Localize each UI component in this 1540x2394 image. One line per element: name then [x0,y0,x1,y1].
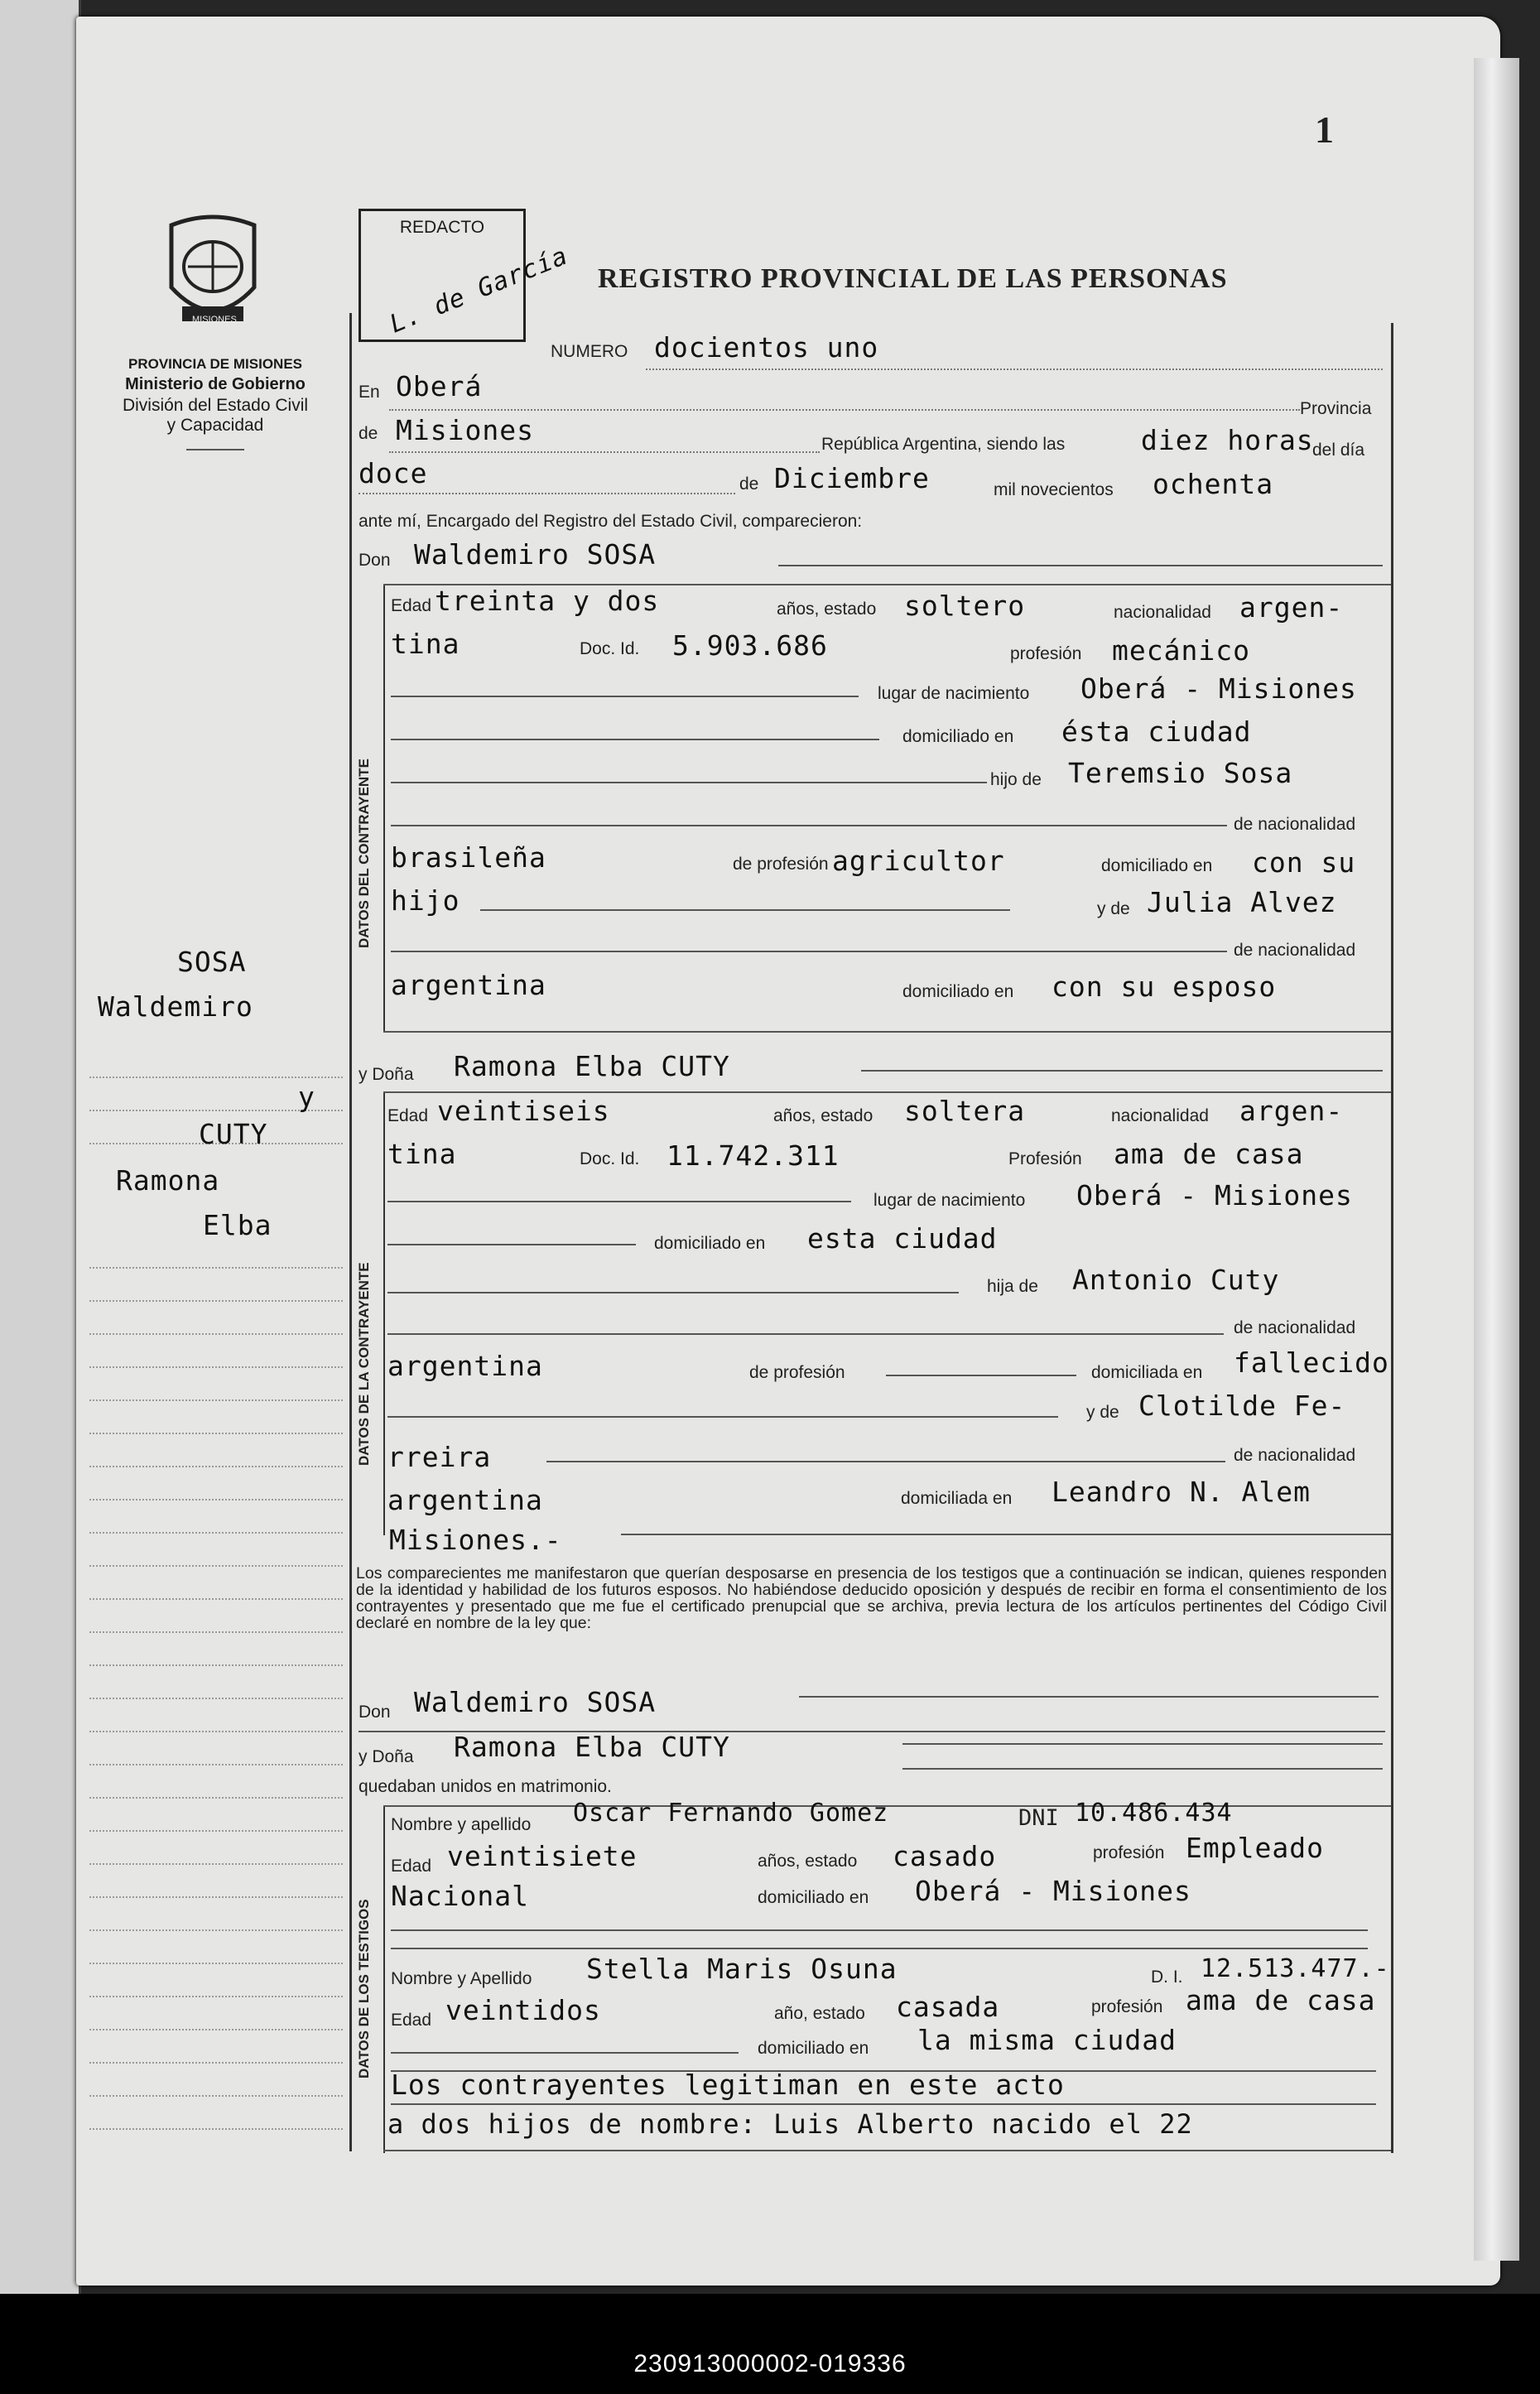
bride-mother-domicile-2: Misiones.- [389,1524,562,1556]
left-frame-line [349,313,352,2151]
bride-mother-nationality: argentina [387,1484,543,1516]
witness2-profession: ama de casa [1186,1984,1376,2016]
label-profesion-3: profesión [1093,1843,1165,1862]
right-frame-line [1391,323,1393,2153]
label-quedaban: quedaban unidos en matrimonio. [359,1777,612,1796]
label-hija-de: hija de [987,1277,1038,1296]
groom-doc-id: 5.903.686 [672,629,828,662]
label-domiciliado-6: domiciliado en [758,2039,869,2058]
issuer-province: PROVINCIA DE MISIONES [128,356,302,372]
seal-text: MISIONES [192,315,237,325]
label-nacionalidad: nacionalidad [1114,603,1211,622]
groom-box-line [383,584,385,1031]
label-de-nacionalidad: de nacionalidad [1234,815,1356,834]
footer-code: 230913000002-019336 [633,2350,907,2377]
bride-father-domicile: fallecido [1234,1346,1389,1379]
groom-father-domicile-1: con su [1252,846,1356,879]
label-ante: ante mí, Encargado del Registro del Estado Civil, comparecieron: [359,512,863,531]
bride-mother-2: rreira [387,1441,492,1473]
groom-mother-domicile: con su esposo [1052,971,1277,1003]
record-month: Diciembre [774,462,930,494]
label-de-2: de [739,474,759,494]
groom-domicile: ésta ciudad [1061,715,1252,748]
bride-name: Ramona Elba CUTY [454,1050,730,1082]
label-edad: Edad [391,596,432,615]
groom-age: treinta y dos [435,585,660,617]
label-lugar-2: lugar de nacimiento [873,1191,1026,1210]
label-domiciliado-4: domiciliado en [654,1234,766,1253]
label-provincia: Provincia [1300,399,1372,418]
witness2-domicile: la misma ciudad [917,2024,1177,2056]
label-de-profesion-2: de profesión [749,1363,845,1382]
label-domiciliado-5: domiciliado en [758,1888,869,1907]
label-edad-2: Edad [387,1106,429,1125]
issuer-capacity: y Capacidad [166,416,264,435]
margin-note-y: y [298,1081,315,1113]
label-dni: DNI [1018,1805,1059,1831]
label-de: de [359,424,378,443]
label-edad-3: Edad [391,1857,432,1876]
groom-name: Waldemiro SOSA [414,538,657,571]
label-en: En [359,383,380,402]
label-domiciliada-2: domiciliada en [901,1489,1013,1508]
witness1-civil-status: casado [893,1840,997,1872]
side-label-contrayenta: DATOS DE LA CONTRAYENTE [356,1262,372,1466]
page-edge-shadow [1474,58,1519,2261]
bride-box-line [383,1091,385,1535]
witness1-profession-2: Nacional [391,1880,529,1912]
witness1-profession: Empleado [1186,1832,1324,1864]
bride-doc-id: 11.742.311 [667,1139,840,1172]
declaration-groom: Waldemiro SOSA [414,1686,657,1718]
label-republica: República Argentina, siendo las [821,435,1066,454]
groom-father: Teremsio Sosa [1068,757,1293,789]
label-edad-4: Edad [391,2011,432,2030]
witness1-domicile: Oberá - Misiones [915,1875,1191,1907]
label-nombre-apellido-2: Nombre y Apellido [391,1969,532,1988]
bride-nationality-1: argen- [1239,1095,1344,1127]
witness1-dni: 10.486.434 [1075,1799,1233,1828]
label-numero: NUMERO [551,342,628,361]
bride-civil-status: soltera [904,1095,1026,1127]
label-lugar: lugar de nacimiento [878,684,1030,703]
note-line-1: Los contrayentes legitiman en este acto [391,2069,1065,2101]
stamp-label: REDACTO [399,218,485,237]
previous-page-edge [0,0,81,2294]
groom-nationality-1: argen- [1239,591,1344,624]
label-doc-id: Doc. Id. [580,639,640,658]
bride-birthplace: Oberá - Misiones [1076,1179,1353,1211]
label-don: Don [359,551,391,570]
record-hour: diez horas [1141,424,1314,456]
witness-box-line [383,1805,385,2153]
groom-profession: mecánico [1112,634,1250,667]
note-line-2: a dos hijos de nombre: Luis Alberto nacido el 22 [387,2108,1193,2140]
issuer-divider [186,449,244,450]
margin-note-sosa: SOSA [177,946,247,978]
label-domiciliada: domiciliada en [1091,1363,1203,1382]
record-city: Oberá [396,370,483,402]
witness2-civil-status: casada [896,1991,1000,2023]
label-de-profesion: de profesión [733,855,829,874]
groom-mother: Julia Alvez [1147,886,1337,918]
label-y-de-2: y de [1086,1403,1119,1422]
bride-mother-1: Clotilde Fe- [1138,1390,1346,1422]
issuer-division: División del Estado Civil [122,396,309,415]
bride-father-nationality: argentina [387,1350,543,1382]
label-y-dona-2: y Doña [359,1747,414,1766]
bride-mother-domicile-1: Leandro N. Alem [1052,1476,1311,1508]
label-mil: mil novecientos [994,480,1114,499]
label-doc-id-2: Doc. Id. [580,1149,640,1168]
label-de-nacionalidad-2: de nacionalidad [1234,941,1356,960]
issuer-ministry: Ministerio de Gobierno [125,375,306,393]
record-numero: docientos uno [654,331,879,364]
side-label-contrayente: DATOS DEL CONTRAYENTE [356,759,372,948]
label-y-de: y de [1097,899,1130,918]
witness2-di: 12.513.477.- [1201,1954,1390,1983]
bride-father: Antonio Cuty [1072,1264,1280,1296]
label-nacionalidad-2: nacionalidad [1111,1106,1209,1125]
label-nombre-apellido: Nombre y apellido [391,1815,532,1834]
groom-nationality-2: tina [391,628,460,660]
label-anos-estado-3: años, estado [758,1852,858,1871]
label-anos-estado: años, estado [777,600,877,619]
declaration-bride: Ramona Elba CUTY [454,1731,730,1763]
bride-nationality-2: tina [387,1138,457,1170]
label-profesion-4: profesión [1091,1997,1163,2016]
witness1-age: veintisiete [447,1840,638,1872]
witness2-age: veintidos [445,1994,601,2026]
page-number: 1 [1315,108,1334,151]
margin-note-elba: Elba [203,1209,272,1241]
witness2-name: Stella Maris Osuna [586,1953,898,1985]
stamp-signature: L. de García [385,241,572,340]
side-label-testigos: DATOS DE LOS TESTIGOS [356,1899,372,2078]
record-year: ochenta [1153,468,1274,500]
margin-note-waldemiro: Waldemiro [98,990,253,1023]
label-domiciliado-3: domiciliado en [902,982,1014,1001]
legal-declaration-text: Los comparecientes me manifestaron que querían desposarse en presencia de los testigos que a continuación se indican, quienes responden de la identidad y habilidad de los futuros esposos. No habiéndose deducido oposición y después de recibir en forma el consentimiento de los contrayentes y presentado que me fue el certificado prenupcial que se archiva, previa lectura de los artículos pertinentes del Código Civil declaré en nombre de la ley que: [356,1564,1387,1632]
bride-age: veintiseis [437,1095,610,1127]
redacto-stamp [359,209,572,342]
record-province: Misiones [396,414,534,446]
label-don-2: Don [359,1703,391,1722]
label-y-dona: y Doña [359,1065,414,1084]
margin-note-cuty: CUTY [199,1118,268,1150]
margin-note-ramona: Ramona [116,1164,220,1197]
label-hijo-de: hijo de [990,770,1042,789]
document-title: REGISTRO PROVINCIAL DE LAS PERSONAS [598,263,1228,294]
groom-civil-status: soltero [904,590,1026,622]
record-day: doce [359,457,428,489]
label-de-nacionalidad-3: de nacionalidad [1234,1318,1356,1337]
bride-domicile: esta ciudad [807,1222,998,1255]
label-domiciliado: domiciliado en [902,727,1014,746]
scan-footer [0,2294,1540,2394]
label-domiciliado-2: domiciliado en [1101,856,1213,875]
label-anos-estado-2: años, estado [773,1106,873,1125]
label-di: D. I. [1151,1968,1183,1987]
label-profesion-2: Profesión [1008,1149,1082,1168]
label-profesion: profesión [1010,644,1082,663]
label-ano-estado: año, estado [774,2004,865,2023]
groom-father-domicile-2: hijo [391,884,460,917]
label-del-dia: del día [1312,441,1365,460]
groom-father-profession: agricultor [832,845,1005,877]
witness1-name: Oscar Fernando Gomez [573,1799,889,1828]
groom-birthplace: Oberá - Misiones [1080,672,1357,705]
bride-profession: ama de casa [1114,1138,1304,1170]
groom-father-nationality: brasileña [391,841,546,874]
label-de-nacionalidad-4: de nacionalidad [1234,1446,1356,1465]
groom-mother-nationality: argentina [391,969,546,1001]
